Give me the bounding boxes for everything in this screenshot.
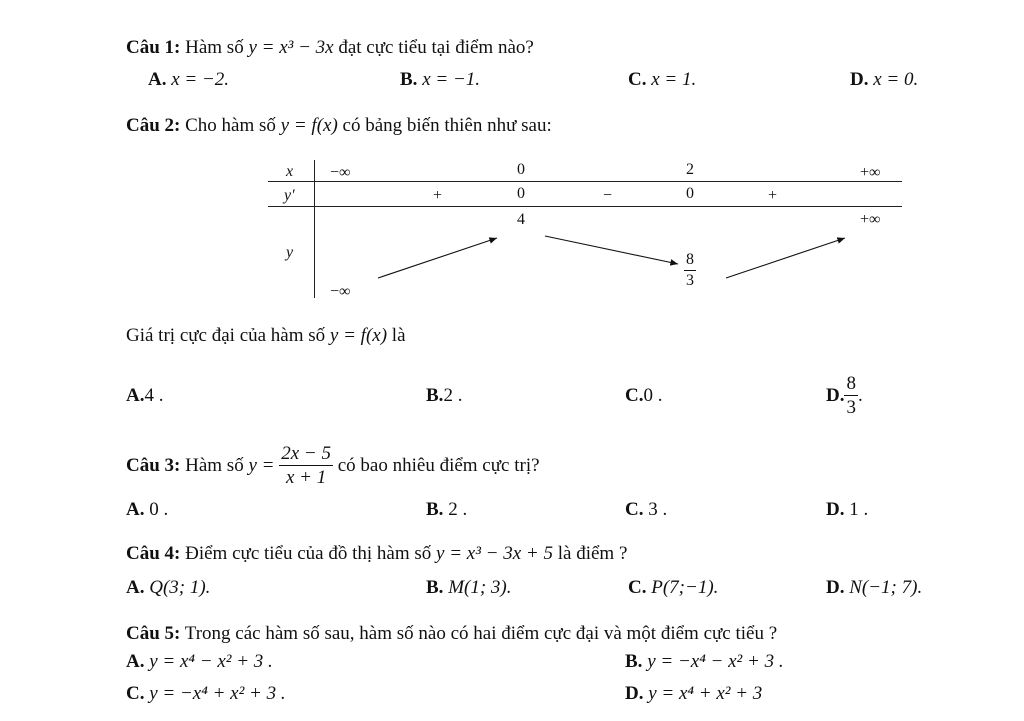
q1-suffix: đạt cực tiểu tại điểm nào? bbox=[338, 37, 534, 58]
q3-option-c bbox=[625, 500, 667, 519]
q4-option-d bbox=[826, 578, 922, 597]
option-label: B. bbox=[426, 577, 444, 598]
y-left-value: −∞ bbox=[330, 283, 351, 300]
q2-option-d bbox=[826, 374, 863, 417]
option-numerator: 8 bbox=[846, 373, 856, 394]
q4-prefix: Điểm cực tiểu của đồ thị hàm số bbox=[185, 543, 432, 564]
x-value: 0 bbox=[517, 161, 525, 178]
option-text: 0 . bbox=[643, 385, 663, 406]
q3-label: Câu 3: bbox=[126, 455, 181, 476]
q3-stem bbox=[126, 444, 540, 487]
y-max-value: 4 bbox=[517, 211, 525, 228]
option-text: x = −1. bbox=[422, 69, 481, 90]
option-label: C. bbox=[625, 499, 644, 520]
y-min-numerator: 8 bbox=[684, 252, 696, 271]
row-x-label: x bbox=[286, 163, 294, 180]
row-dy-label: y′ bbox=[284, 187, 295, 204]
option-label: B. bbox=[400, 69, 418, 90]
q2-suffix: có bảng biến thiên như sau: bbox=[342, 115, 552, 136]
q4-suffix: là điểm ? bbox=[557, 543, 628, 564]
q1-label: Câu 1: bbox=[126, 37, 181, 58]
option-label: A. bbox=[126, 577, 145, 598]
dy-sign: + bbox=[768, 187, 778, 204]
option-text: 3 . bbox=[648, 499, 668, 520]
option-label: C. bbox=[628, 577, 647, 598]
option-label: D. bbox=[826, 499, 845, 520]
x-value: 2 bbox=[686, 161, 694, 178]
option-text: x = −2. bbox=[171, 69, 230, 90]
q4-formula: y = x³ − 3x + 5 bbox=[436, 543, 553, 564]
option-text: Q(3; 1). bbox=[149, 577, 211, 598]
q3-numerator: 2x − 5 bbox=[281, 443, 331, 464]
option-label: B. bbox=[625, 651, 643, 672]
option-label: C. bbox=[126, 683, 145, 704]
option-text: N(−1; 7). bbox=[849, 577, 923, 598]
option-label: A. bbox=[126, 651, 145, 672]
y-min-denominator: 3 bbox=[686, 272, 694, 289]
dy-sign: − bbox=[603, 187, 613, 204]
q3-option-a bbox=[126, 500, 168, 519]
option-label: C. bbox=[628, 69, 647, 90]
q1-formula: y = x³ − 3x bbox=[248, 37, 334, 58]
dy-zero: 0 bbox=[517, 185, 525, 202]
option-text: 2 . bbox=[443, 385, 463, 406]
q2-option-a bbox=[126, 386, 163, 405]
dy-zero: 0 bbox=[686, 185, 694, 202]
option-text: x = 1. bbox=[651, 69, 697, 90]
x-value: −∞ bbox=[330, 164, 351, 181]
q3-option-d bbox=[826, 500, 868, 519]
q3-lhs: y = bbox=[248, 455, 275, 476]
increasing-arrow bbox=[726, 238, 845, 278]
option-text: 0 . bbox=[149, 499, 169, 520]
option-text: y = x⁴ + x² + 3 bbox=[648, 683, 763, 704]
q2-formula: y = f(x) bbox=[280, 115, 338, 136]
q5-text: Trong các hàm số sau, hàm số nào có hai điểm cực đại và một điểm cực tiểu ? bbox=[184, 623, 778, 644]
option-text: 4 . bbox=[144, 385, 164, 406]
q3-denominator: x + 1 bbox=[285, 467, 327, 488]
option-text: 2 . bbox=[448, 499, 468, 520]
q3-option-b bbox=[426, 500, 467, 519]
q2-question bbox=[126, 326, 406, 345]
increasing-arrow bbox=[378, 238, 497, 278]
q5-option-a bbox=[126, 652, 273, 671]
q4-stem bbox=[126, 544, 627, 563]
option-text: y = −x⁴ + x² + 3 . bbox=[149, 683, 286, 704]
q5-label: Câu 5: bbox=[126, 623, 181, 644]
option-label: B. bbox=[426, 385, 444, 406]
q4-label: Câu 4: bbox=[126, 543, 181, 564]
q2-question-suffix: là bbox=[391, 325, 406, 346]
q4-option-a bbox=[126, 578, 210, 597]
option-label: A. bbox=[126, 499, 145, 520]
option-label: A. bbox=[126, 385, 145, 406]
option-label: D. bbox=[625, 683, 644, 704]
x-value: +∞ bbox=[860, 164, 881, 181]
option-label: D. bbox=[826, 385, 845, 406]
y-right-value: +∞ bbox=[860, 211, 881, 228]
q3-suffix: có bao nhiêu điểm cực trị? bbox=[337, 455, 540, 476]
q4-option-c bbox=[628, 578, 718, 597]
q2-option-c bbox=[625, 386, 662, 405]
q5-option-d bbox=[625, 684, 762, 703]
q3-fraction bbox=[279, 444, 333, 487]
q2-question-formula: y = f(x) bbox=[329, 325, 388, 346]
q2-prefix: Cho hàm số bbox=[185, 115, 276, 136]
q5-option-c bbox=[126, 684, 286, 703]
option-text: x = 0. bbox=[873, 69, 919, 90]
q2-question-prefix: Giá trị cực đại của hàm số bbox=[126, 325, 326, 346]
q5-stem bbox=[126, 624, 777, 643]
decreasing-arrow bbox=[545, 236, 678, 264]
row-y-label: y bbox=[286, 244, 294, 261]
q5-option-b bbox=[625, 652, 784, 671]
option-denominator: 3 bbox=[846, 397, 856, 418]
q1-prefix: Hàm số bbox=[185, 37, 244, 58]
option-text: y = x⁴ − x² + 3 . bbox=[149, 651, 273, 672]
option-text: 1 . bbox=[849, 499, 869, 520]
option-label: A. bbox=[148, 69, 167, 90]
q4-option-b bbox=[426, 578, 512, 597]
option-end: . bbox=[857, 385, 863, 406]
option-label: D. bbox=[826, 577, 845, 598]
option-text: M(1; 3). bbox=[448, 577, 512, 598]
q2-option-b bbox=[426, 386, 462, 405]
option-text: P(7;−1). bbox=[651, 577, 719, 598]
option-label: B. bbox=[426, 499, 444, 520]
q2-label: Câu 2: bbox=[126, 115, 181, 136]
option-label: D. bbox=[850, 69, 869, 90]
dy-sign: + bbox=[433, 187, 443, 204]
option-text: y = −x⁴ − x² + 3 . bbox=[647, 651, 784, 672]
q3-prefix: Hàm số bbox=[185, 455, 244, 476]
option-label: C. bbox=[625, 385, 644, 406]
